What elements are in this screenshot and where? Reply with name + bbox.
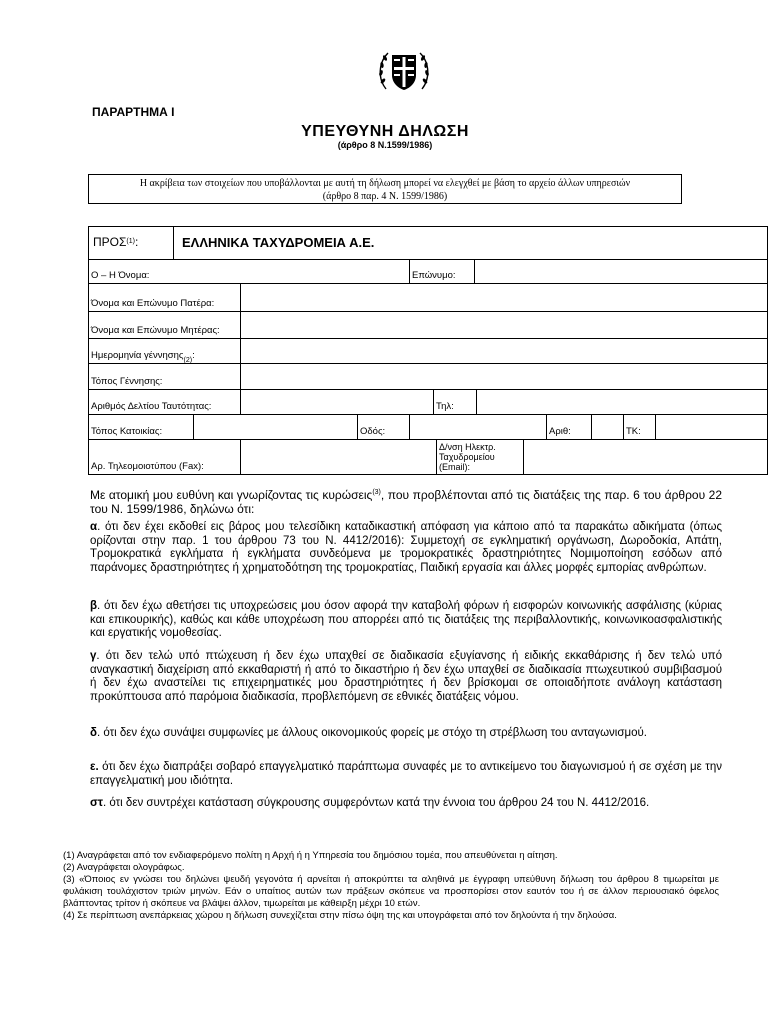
clause-f-text: . ότι δεν συντρέχει κατάσταση σύγκρουσης συμφερόντων κατά την έννοια του άρθρου 24 του Ν. 4412/2016. <box>103 797 650 809</box>
birth-place-field[interactable] <box>240 363 768 390</box>
email-label-line-1: Δ/νση Ηλεκτρ. <box>439 442 496 452</box>
birth-date-label-text: Ημερομηνία γέννησης <box>91 350 184 361</box>
clause-c <box>90 650 722 704</box>
clause-e-letter: ε. <box>90 761 99 773</box>
last-name-label: Επώνυμο: <box>409 259 475 284</box>
street-number-field[interactable] <box>591 414 624 440</box>
mother-name-label: Όνομα και Επώνυμο Μητέρας: <box>88 311 241 339</box>
footnote-2: (2) Αναγράφεται ολογράφως. <box>63 862 185 873</box>
fax-label: Αρ. Τηλεομοιοτύπου (Fax): <box>88 439 241 475</box>
document-subtitle: (άρθρο 8 Ν.1599/1986) <box>337 140 433 150</box>
email-label <box>436 439 524 475</box>
accuracy-notice <box>88 174 682 204</box>
footnote-4: (4) Σε περίπτωση ανεπάρκειας χώρου η δήλωση συνεχίζεται στην πίσω όψη της και υπογράφεται από τον δηλούντα ή την δηλούσα. <box>63 910 617 921</box>
recipient-colon: : <box>134 235 139 249</box>
email-label-line-3: (Email): <box>439 462 470 472</box>
father-name-field[interactable] <box>240 283 768 312</box>
footnote-1: (1) Αναγράφεται από τον ενδιαφερόμενο πολίτη η Αρχή ή η Υπηρεσία του δημόσιου τομέα, που απευθύνεται η αίτηση. <box>63 850 558 861</box>
street-label: Οδός: <box>357 414 410 440</box>
residence-field[interactable] <box>193 414 358 440</box>
recipient-label: ΠΡΟΣ (1) : <box>88 226 174 260</box>
postal-code-label: ΤΚ: <box>623 414 656 440</box>
email-field[interactable] <box>523 439 768 475</box>
intro-text-b: , που προβλέπονται από τις διατάξεις της παρ. 6 του άρθρου 22 του Ν. 1599/1986, δηλώνω ότι: <box>90 488 723 516</box>
footnotes <box>63 850 719 922</box>
clause-a <box>90 521 722 575</box>
clause-d <box>90 727 722 741</box>
clause-a-text: . ότι δεν έχει εκδοθεί εις βάρος μου τελεσίδικη καταδικαστική απόφαση για κάποιο από τα παρακάτω αδικήματα (όπως ορίζονται στην παρ. 1 του άρθρου 73 του Ν. 4412/2016): Συμμετοχή σε εγκληματική οργάνωση, Δωροδοκία, Απάτη, Τρομοκρατικά εγκλήματα ή εγκλήματα συνδεόμενα με τρομοκρατικές δραστηριότητες Νομιμοποίηση εσόδων από παράνομες δραστηριότητες ή χρηματοδότηση της τρομοκρατίας, Παιδική εργασία και άλλες μορφές εμπορίας ανθρώπων. <box>90 521 722 574</box>
phone-label: Τηλ: <box>433 389 477 415</box>
father-name-label: Όνομα και Επώνυμο Πατέρα: <box>88 283 241 312</box>
postal-code-field[interactable] <box>655 414 768 440</box>
birth-date-field[interactable] <box>240 338 768 364</box>
clause-d-text: . ότι δεν έχω συνάψει συμφωνίες με άλλους οικονομικούς φορείς με στόχο τη στρέβλωση του ανταγωνισμού. <box>96 727 647 739</box>
clause-b <box>90 600 722 641</box>
document-title: ΥΠΕΥΘΥΝΗ ΔΗΛΩΣΗ <box>301 123 469 140</box>
first-name-label: Ο – Η Όνομα: <box>88 259 410 284</box>
birth-place-label: Τόπος Γέννησης: <box>88 363 241 390</box>
street-number-label: Αριθ: <box>546 414 592 440</box>
email-label-line-2: Ταχυδρομείου <box>439 452 495 462</box>
fax-field[interactable] <box>240 439 437 475</box>
phone-field[interactable] <box>476 389 768 415</box>
intro-text-a: Με ατομική μου ευθύνη και γνωρίζοντας τις κυρώσεις <box>90 488 373 502</box>
clause-f-letter: στ <box>90 797 103 809</box>
clause-a-letter: α <box>90 521 98 533</box>
residence-label: Τόπος Κατοικίας: <box>88 414 194 440</box>
recipient-label-text: ΠΡΟΣ <box>93 235 127 249</box>
birth-date-label: Ημερομηνία γέννησης (2) : <box>88 338 241 364</box>
intro-footnote-mark: (3) <box>372 489 381 496</box>
clause-e <box>90 761 722 788</box>
greek-coat-of-arms-icon <box>376 47 432 95</box>
clause-b-text: . ότι δεν έχω αθετήσει τις υποχρεώσεις μου όσον αφορά την καταβολή φόρων ή εισφορών κοινωνικής ασφάλισης (κύριας και επικουρικής), καθώς και κάθε υποχρέωση που απορρέει από τις διατάξεις της περιβαλλοντικής, κοινωνικοασφαλιστικής και εργατικής νομοθεσίας. <box>90 600 722 639</box>
birth-date-colon: : <box>192 350 195 361</box>
recipient-value[interactable]: ΕΛΛΗΝΙΚΑ ΤΑΧΥΔΡΟΜΕΙΑ Α.Ε. <box>173 226 768 260</box>
mother-name-field[interactable] <box>240 311 768 339</box>
annex-label: ΠΑΡΑΡΤΗΜΑ Ι <box>92 105 175 119</box>
clause-c-letter: γ <box>90 650 97 662</box>
declaration-intro <box>90 488 722 516</box>
footnote-3: (3) «Όποιος εν γνώσει του δηλώνει ψευδή γεγονότα ή αρνείται ή αποκρύπτει τα αληθινά με έγγραφη υπεύθυνη δήλωση του άρθρου 8 τιμωρείται με φυλάκιση τουλάχιστον τριών μηνών. Εάν ο υπαίτιος αυτών των πράξεων σκόπευε να προσπορίσει στον εαυτόν του ή σε άλλον περιουσιακό όφελος βλάπτοντας τρίτον ή σκόπευε να βλάψει άλλον, τιμωρείται με κάθειρξη μέχρι 10 ετών. <box>63 874 719 909</box>
last-name-field[interactable] <box>474 259 768 284</box>
clause-c-text: . ότι δεν τελώ υπό πτώχευση ή δεν έχω υπαχθεί σε διαδικασία εξυγίανσης ή ειδικής εκκαθάρισης ή δεν τελώ υπό αναγκαστική διαχείριση από εκκαθαριστή ή από το δικαστήριο ή δεν έχω υπαχθεί σε διαδικασία πτωχευτικού συμβιβασμού ή δεν έχω αναστείλει τις επιχειρηματικές μου δραστηριότητες ή δεν βρίσκομαι σε οποιαδήποτε ανάλογη κατάσταση προκύπτουσα από παρόμοια διαδικασία, προβλεπόμενη σε εθνικές διατάξεις νόμου. <box>90 650 722 703</box>
notice-line-2: (άρθρο 8 παρ. 4 Ν. 1599/1986) <box>322 191 448 202</box>
clause-d-letter: δ <box>90 727 97 739</box>
street-field[interactable] <box>409 414 547 440</box>
id-number-label: Αριθμός Δελτίου Ταυτότητας: <box>88 389 241 415</box>
notice-line-1: Η ακρίβεια των στοιχείων που υποβάλλονται με αυτή τη δήλωση μπορεί να ελεγχθεί με βάση το αρχείο άλλων υπηρεσιών <box>139 178 631 189</box>
id-number-field[interactable] <box>240 389 434 415</box>
clause-b-letter: β <box>90 600 98 612</box>
clause-e-text: ότι δεν έχω διαπράξει σοβαρό επαγγελματικό παράπτωμα συναφές με το αντικείμενο του διαγωνισμού ή σε σχέση με την επαγγελματική μου ιδιότητα. <box>90 761 722 787</box>
clause-f <box>90 797 722 811</box>
